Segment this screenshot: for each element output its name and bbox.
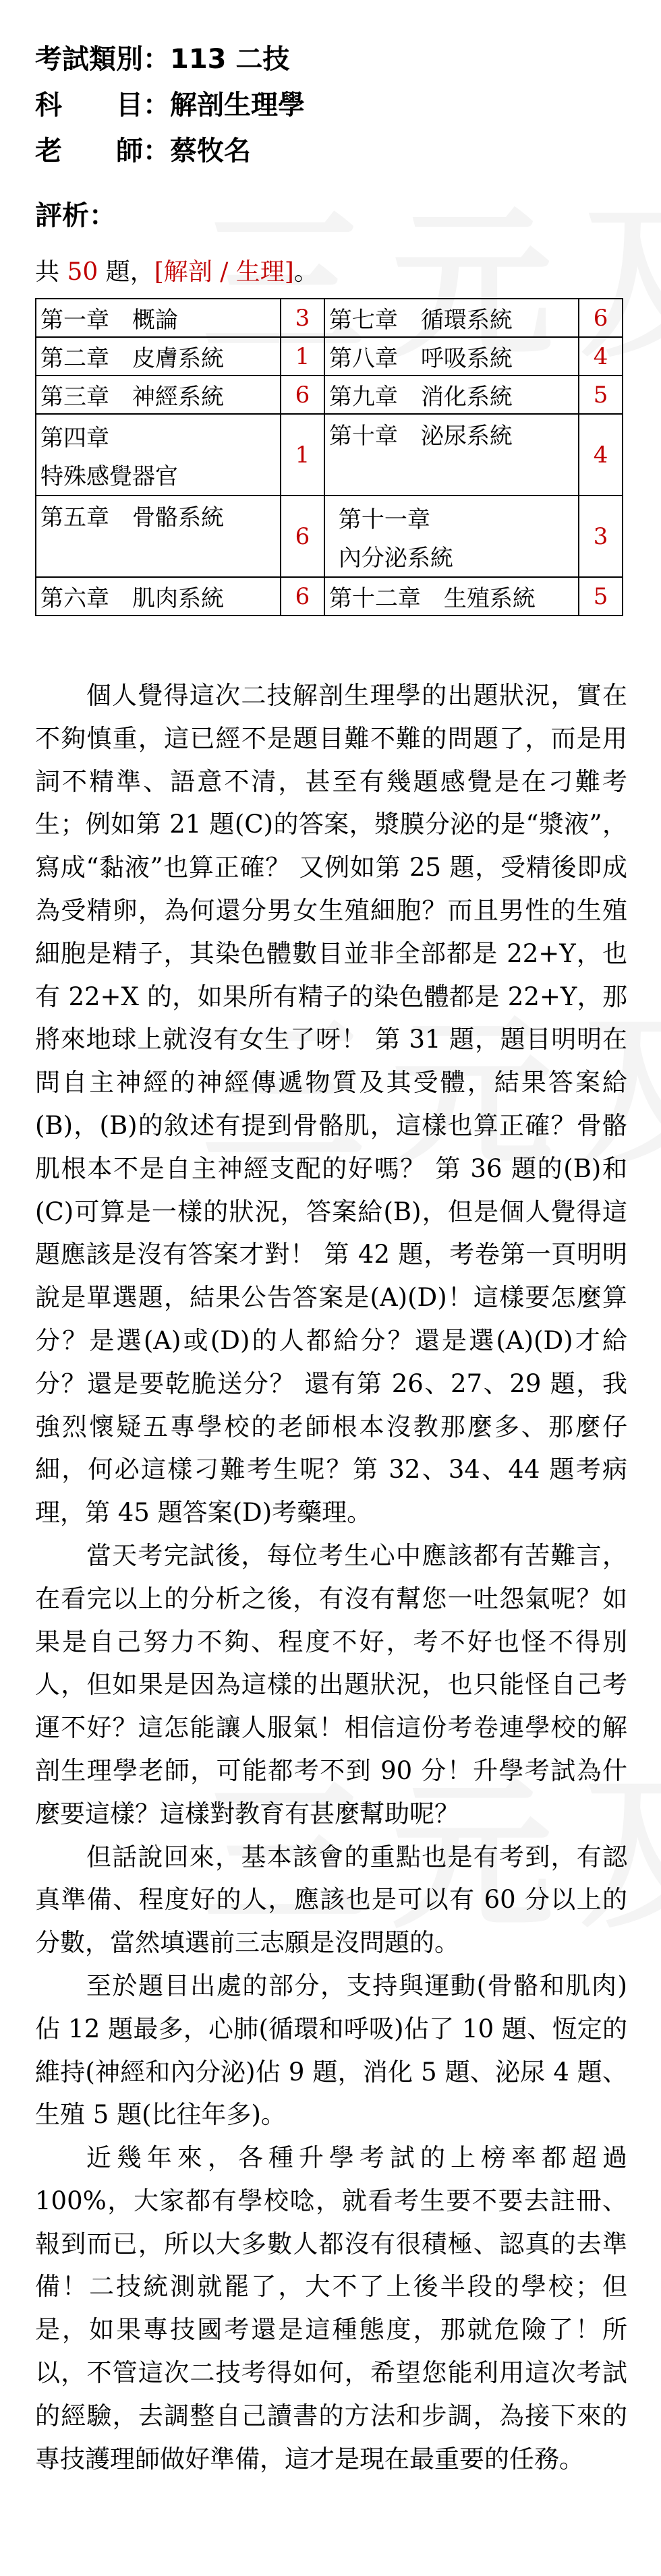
table-row xyxy=(36,414,623,496)
table-row xyxy=(36,299,623,337)
chapter-count: 4 xyxy=(579,337,623,376)
essay-paragraph: 但話說回來，基本該會的重點也是有考到，有認真準備、程度好的人，應該也是可以有 60 分以上的分數，當然填選前三志願是沒問題的。 xyxy=(35,1842,627,1958)
exam-category: 考試類別：113 二技 xyxy=(35,44,290,75)
essay-paragraph: 當天考完試後，每位考生心中應該都有苦難言，在看完以上的分析之後，有沒有幫您一吐怨氣呢？如果是自己努力不夠、程度不好，考不好也怪不得別人，但如果是因為這樣的出題狀況，也只能怪自己考運不好？這怎能讓人服氣！相信這份考卷連學校的解剖生理學老師，可能都考不到 90 分！升學考試為什麼要這樣？這樣對教育有甚麼幫助呢？ xyxy=(35,1540,627,1828)
teacher-line: 老 師：蔡牧名 xyxy=(35,136,251,167)
question-count: 共 50 題，[解剖 / 生理]。 xyxy=(35,258,318,286)
subject-tag: [解剖 / 生理] xyxy=(154,258,294,286)
analysis-essay xyxy=(35,674,627,2480)
analysis-heading: 評析： xyxy=(35,200,116,231)
chapter-count: 1 xyxy=(281,337,324,376)
chapter-count: 6 xyxy=(281,376,324,414)
table-row xyxy=(36,337,623,376)
chapter-distribution-table xyxy=(35,298,623,616)
teacher-value: 蔡牧名 xyxy=(170,136,251,167)
chapter-label: 第九章 消化系統 xyxy=(324,376,579,414)
chapter-label: 第四章 特殊感覺器官 xyxy=(36,414,281,496)
table-row xyxy=(36,376,623,414)
essay-paragraph: 至於題目出處的部分，支持與運動(骨骼和肌肉)佔 12 題最多，心肺(循環和呼吸)佔了 10 題、恆定的維持(神經和內分泌)佔 9 題，消化 5 題、泌尿 4 題、生殖 5 題(比往年多)。 xyxy=(35,1971,627,2130)
chapter-count: 3 xyxy=(579,496,623,577)
chapter-label: 第六章 肌肉系統 xyxy=(36,577,281,616)
table-row xyxy=(36,577,623,616)
chapter-label: 第十二章 生殖系統 xyxy=(324,577,579,616)
chapter-count: 4 xyxy=(579,414,623,496)
table-row xyxy=(36,496,623,577)
essay-paragraph: 個人覺得這次二技解剖生理學的出題狀況，實在不夠慎重，這已經不是題目難不難的問題了，而是用詞不精準、語意不清，甚至有幾題感覺是在刁難考生；例如第 21 題(C)的答案，漿膜分泌的是“漿液”，寫成“黏液”也算正確？ 又例如第 25 題，受精後即成為受精卵，為何還分男女生殖細胞？而且男性的生殖細胞是精子，其染色體數目並非全部都是 22+Y，也有 22+X 的，如果所有精子的染色體都是 22+Y，那將來地球上就沒有女生了呀！ 第 31 題，題目明明在問自主神經的神經傳遞物質及其受體，結果答案給(B)，(B)的敘述有提到骨骼肌，這樣也算正確？骨骼肌根本不是自主神經支配的好嗎？ 第 36 題的(B)和(C)可算是一樣的狀況，答案給(B)，但是個人覺得這題應該是沒有答案才對！ 第 42 題，考卷第一頁明明說是單選題，結果公告答案是(A)(D)！這樣要怎麼算分？是選(A)或(D)的人都給分？還是選(A)(D)才給分？還是要乾脆送分？ 還有第 26、27、29 題，我強烈懷疑五專學校的老師根本沒教那麼多、那麼仔細，何必這樣刁難考生呢？第 32、34、44 題考病理，第 45 題答案(D)考藥理。 xyxy=(35,681,627,1528)
chapter-count: 5 xyxy=(579,577,623,616)
chapter-label: 第二章 皮膚系統 xyxy=(36,337,281,376)
chapter-label: 第十一章 內分泌系統 xyxy=(324,496,579,577)
essay-paragraph: 近幾年來，各種升學考試的上榜率都超過100%，大家都有學校唸，就看考生要不要去註冊、報到而已，所以大多數人都沒有很積極、認真的去準備！二技統測就罷了，大不了上後半段的學校；但是，如果專技國考還是這種態度，那就危險了！所以，不管這次二技考得如何，希望您能利用這次考試的經驗，去調整自己讀書的方法和步調，為接下來的專技護理師做好準備，這才是現在最重要的任務。 xyxy=(35,2143,627,2474)
chapter-label: 第五章 骨骼系統 xyxy=(36,496,281,577)
chapter-label: 第八章 呼吸系統 xyxy=(324,337,579,376)
chapter-count: 3 xyxy=(281,299,324,337)
chapter-label: 第三章 神經系統 xyxy=(36,376,281,414)
subject-value: 解剖生理學 xyxy=(170,90,305,121)
total-count: 50 xyxy=(67,258,98,286)
chapter-label: 第十章 泌尿系統 xyxy=(324,414,579,496)
chapter-count: 6 xyxy=(281,577,324,616)
chapter-count: 5 xyxy=(579,376,623,414)
subject-line: 科 目：解剖生理學 xyxy=(35,90,305,121)
chapter-label: 第七章 循環系統 xyxy=(324,299,579,337)
exam-category-value: 113 二技 xyxy=(170,44,290,75)
chapter-count: 6 xyxy=(281,496,324,577)
chapter-count: 6 xyxy=(579,299,623,337)
chapter-label: 第一章 概論 xyxy=(36,299,281,337)
chapter-count: 1 xyxy=(281,414,324,496)
